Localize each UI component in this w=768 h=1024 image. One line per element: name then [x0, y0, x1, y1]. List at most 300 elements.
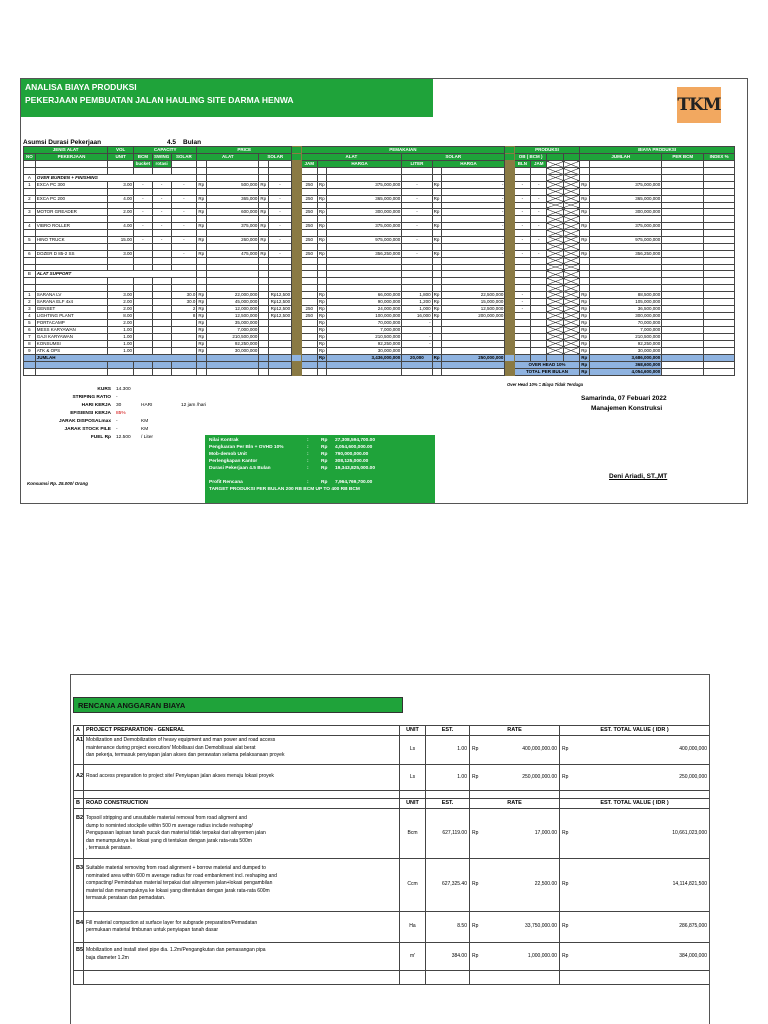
row-per-bcm: [662, 340, 704, 347]
table-cell: [317, 216, 326, 223]
table-cell: [152, 361, 171, 368]
row-name: GENSET: [35, 305, 108, 312]
table-cell: [259, 264, 268, 271]
table-cell: [259, 216, 268, 223]
item-description-line: dump to nominted stockpile within 500 m average radius include reshaping/: [86, 822, 253, 829]
table-cell: [197, 202, 206, 209]
summary-line: [209, 452, 431, 459]
table-cell: [317, 361, 326, 368]
parameter-value: 12.500: [116, 435, 131, 440]
table-cell: [327, 174, 402, 181]
row-rp: Rp: [317, 340, 326, 347]
row-jumlah: 88,500,000: [589, 291, 662, 298]
column-separator: [292, 347, 301, 354]
row-index: [704, 250, 735, 257]
table-cell: [35, 188, 108, 195]
item-unit: Bcm: [400, 809, 426, 859]
item-rate: 22,500.00: [482, 859, 560, 911]
column-separator: [505, 298, 514, 305]
table-cell: [704, 202, 735, 209]
row-rp: Rp: [317, 236, 326, 243]
row-rp: Rp: [317, 209, 326, 216]
item-description-line: Topsoil stripping and unsuitable material removal from road aligment and: [86, 815, 247, 822]
table-cell: [547, 347, 563, 354]
blank-row: [24, 243, 735, 250]
hdr-index: INDEX %: [704, 154, 735, 161]
row-alat-price: 7,000,000: [206, 326, 259, 333]
row-rp: Rp: [580, 333, 589, 340]
table-cell: [563, 230, 579, 237]
column-separator: [292, 257, 301, 264]
item-est: 627,119.00: [426, 809, 470, 859]
table-cell: [482, 971, 560, 985]
row-rp: [259, 319, 268, 326]
table-cell: [197, 271, 206, 278]
row-rp: Rp: [317, 333, 326, 340]
row-per-bcm: [662, 319, 704, 326]
table-cell: [531, 278, 547, 285]
row-prod-jam: [531, 298, 547, 305]
row-harga: 300,000,000: [327, 209, 402, 216]
table-cell: [580, 216, 589, 223]
parameter-label: FUEL Rp: [90, 435, 111, 440]
row-bln: -: [514, 195, 530, 202]
row-jumlah: 365,000,000: [589, 195, 662, 202]
row-name: VIBRO ROLLER: [35, 223, 108, 230]
row-harga: 92,250,000: [327, 340, 402, 347]
table-cell: [704, 174, 735, 181]
column-separator: [292, 291, 301, 298]
row-swing: [152, 291, 171, 298]
table-cell: [432, 264, 441, 271]
item-description: [84, 911, 400, 943]
table-cell: [268, 257, 291, 264]
row-rp: Rp: [259, 223, 268, 230]
item-code: B3: [74, 859, 84, 911]
item-rate: 33,750,000.00: [482, 911, 560, 943]
summary-value: 27,308,594,700.00: [335, 438, 376, 443]
table-cell: [662, 216, 704, 223]
budget-item-row: [74, 736, 710, 764]
row-vol: 2.00: [108, 305, 134, 312]
table-cell: [580, 188, 589, 195]
budget-plan-title: RENCANA ANGGARAN BIAYA: [73, 697, 403, 713]
table-cell: [134, 243, 153, 250]
table-cell: [152, 278, 171, 285]
table-cell: [317, 271, 326, 278]
table-cell: [197, 264, 206, 271]
row-solar-price: -: [268, 181, 291, 188]
row-rp: Rp: [197, 236, 206, 243]
table-cell: [432, 361, 441, 368]
table-cell: [197, 285, 206, 292]
row-vol: 15.00: [108, 236, 134, 243]
row-rp: Rp: [197, 319, 206, 326]
section-row: [24, 174, 735, 181]
row-swing: [152, 319, 171, 326]
item-rate-rp: Rp: [470, 943, 482, 971]
summary-sep: :: [307, 466, 309, 471]
row-rp: Rp: [197, 298, 206, 305]
blank-row: [24, 257, 735, 264]
row-solar-cap: [171, 326, 197, 333]
item-description-line: dan pekerja, termasuk penyiapan jalan akses dan perawatan selama pelaksanaan proyek: [86, 752, 285, 759]
equipment-row: [24, 223, 735, 230]
table-cell: [531, 285, 547, 292]
section-title: PROJECT PREPARATION - GENERAL: [84, 726, 400, 736]
table-cell: [206, 361, 259, 368]
table-cell: [514, 188, 530, 195]
row-bln: [514, 319, 530, 326]
table-cell: [206, 230, 259, 237]
table-cell: [482, 791, 560, 799]
table-cell: [206, 354, 259, 361]
table-cell: [580, 202, 589, 209]
item-description-line: Road access preparation to project site/ Penyiapan jalan akses menuju lokasi proyek: [86, 772, 274, 779]
table-cell: [197, 174, 206, 181]
summary-rp: Rp: [321, 452, 328, 457]
table-cell: [402, 188, 432, 195]
column-separator: [505, 243, 514, 250]
row-rp: Rp: [580, 291, 589, 298]
table-cell: [514, 271, 530, 278]
item-description-line: material dan menumpuknya ke lokasi yang ditentukan dengan jarak rata-rata 600m: [86, 887, 270, 894]
column-separator: [505, 285, 514, 292]
column-separator: [505, 326, 514, 333]
table-cell: [327, 278, 402, 285]
table-cell: [108, 168, 134, 175]
table-cell: [662, 368, 704, 375]
table-cell: [563, 291, 579, 298]
item-description-line: Mobilization and install steel pipe dia. 1.2m/Pengangkutan dan pemasangan pipa: [86, 947, 266, 954]
summary-line: [209, 480, 431, 487]
row-no: 4: [24, 223, 36, 230]
column-separator: [292, 181, 301, 188]
row-solar-price: Rp12,500: [268, 312, 291, 319]
table-cell: [317, 202, 326, 209]
overhead-row-value: 368,600,000: [589, 361, 662, 368]
row-no: 7: [24, 333, 36, 340]
item-description: [84, 943, 400, 971]
row-harga: 90,000,000: [327, 298, 402, 305]
section-title: OVER BURDEN + FINISHING: [35, 174, 197, 181]
table-cell: [547, 319, 563, 326]
col-rate: RATE: [470, 799, 560, 809]
row-index: [704, 181, 735, 188]
row-solar-price: Rp12,500: [268, 298, 291, 305]
row-prod-jam: [531, 340, 547, 347]
table-cell: [662, 202, 704, 209]
table-cell: [563, 326, 579, 333]
row-name: DOZER D 85-2 SS: [35, 250, 108, 257]
row-bcm: -: [134, 209, 153, 216]
row-jam: 250: [301, 209, 317, 216]
row-name: PORTACAMP: [35, 319, 108, 326]
row-jumlah: 375,000,000: [589, 223, 662, 230]
hdr-bucket: bucket: [134, 161, 153, 168]
row-jam: [301, 291, 317, 298]
table-cell: [268, 230, 291, 237]
table-cell: [197, 354, 206, 361]
table-cell: [134, 361, 153, 368]
row-index: [704, 236, 735, 243]
table-cell: [514, 354, 530, 361]
table-cell: [662, 361, 704, 368]
row-rp: Rp: [317, 291, 326, 298]
row-rp: Rp: [432, 291, 441, 298]
table-cell: [108, 368, 134, 375]
row-per-bcm: [662, 291, 704, 298]
table-cell: [24, 264, 36, 271]
table-cell: [327, 285, 402, 292]
table-cell: [563, 305, 579, 312]
column-separator: [505, 209, 514, 216]
row-harga: 975,000,000: [327, 236, 402, 243]
row-swing: -: [152, 223, 171, 230]
row-no: 1: [24, 181, 36, 188]
table-cell: [563, 243, 579, 250]
row-vol: 1.00: [108, 340, 134, 347]
table-cell: [259, 168, 268, 175]
row-solar-price: Rp12,500: [268, 305, 291, 312]
tkm-logo: TKM: [677, 87, 721, 123]
parameter-value: -: [116, 395, 118, 400]
row-alat-price: 365,000: [206, 195, 259, 202]
table-cell: [432, 168, 441, 175]
row-per-bcm: [662, 223, 704, 230]
row-rp: Rp: [259, 250, 268, 257]
blank-row: [24, 278, 735, 285]
col-unit: UNIT: [400, 799, 426, 809]
summary-label: Nilai Kontrak: [209, 438, 239, 443]
row-solar-cap: -: [171, 181, 197, 188]
row-rp: Rp: [317, 319, 326, 326]
table-cell: [662, 278, 704, 285]
total-label: JUMLAH: [35, 354, 197, 361]
row-jam: [301, 319, 317, 326]
row-per-bcm: [662, 181, 704, 188]
budget-table: [73, 725, 710, 985]
row-solar-harga: -: [442, 250, 505, 257]
table-cell: [402, 230, 432, 237]
item-total-rp: Rp: [560, 736, 580, 764]
table-cell: [35, 278, 108, 285]
row-vol: 4.00: [108, 195, 134, 202]
row-no: 6: [24, 326, 36, 333]
table-cell: [152, 243, 171, 250]
table-cell: [197, 361, 206, 368]
column-separator: [292, 298, 301, 305]
row-rp: Rp: [432, 236, 441, 243]
summary-line: [209, 473, 431, 480]
table-cell: [563, 298, 579, 305]
cost-analysis-sheet: [20, 78, 748, 504]
column-separator: [292, 354, 301, 361]
summary-label: Profit Rencana: [209, 480, 243, 485]
column-separator: [292, 188, 301, 195]
table-cell: [547, 264, 563, 271]
table-cell: [259, 271, 268, 278]
row-swing: [152, 305, 171, 312]
summary-value: 4,054,600,000.00: [335, 445, 373, 450]
row-index: [704, 333, 735, 340]
row-index: [704, 326, 735, 333]
summary-line: [209, 445, 431, 452]
assumption-label: Asumsi Durasi Pekerjaan: [23, 139, 102, 146]
row-solar-harga: [442, 333, 505, 340]
row-no: 9: [24, 347, 36, 354]
total-jumlah: 3,686,000,000: [589, 354, 662, 361]
row-rp: Rp: [197, 347, 206, 354]
total-rp: Rp: [433, 354, 440, 360]
table-cell: [432, 368, 441, 375]
hdr-liter: LITER: [402, 161, 432, 168]
row-no: 5: [24, 319, 36, 326]
table-cell: [259, 202, 268, 209]
row-per-bcm: [662, 347, 704, 354]
row-prod-jam: -: [531, 250, 547, 257]
row-rp: Rp: [197, 340, 206, 347]
row-rp: [259, 312, 268, 319]
table-cell: [108, 278, 134, 285]
table-cell: [580, 264, 589, 271]
row-rp: Rp: [197, 305, 206, 312]
table-cell: [402, 264, 432, 271]
table-cell: [547, 340, 563, 347]
column-separator: [505, 264, 514, 271]
row-liter: 16,000: [402, 312, 432, 319]
parameter-value: -: [116, 427, 118, 432]
row-alat-price: 260,000: [206, 236, 259, 243]
table-cell: [301, 188, 317, 195]
row-solar-price: [268, 340, 291, 347]
section-title: ROAD CONSTRUCTION: [84, 799, 400, 809]
row-vol: 1.00: [108, 333, 134, 340]
table-cell: [171, 216, 197, 223]
row-no: 2: [24, 195, 36, 202]
row-swing: [152, 333, 171, 340]
table-cell: [259, 361, 268, 368]
table-cell: [547, 181, 563, 188]
column-separator: [505, 319, 514, 326]
row-alat-price: 30,000,000: [206, 347, 259, 354]
table-cell: [327, 368, 402, 375]
row-index: [704, 298, 735, 305]
table-cell: [134, 257, 153, 264]
table-cell: [268, 285, 291, 292]
table-cell: [402, 368, 432, 375]
item-est: 8.50: [426, 911, 470, 943]
parameter-label: KURS: [97, 387, 111, 392]
total-solar-harga: 250,000,000: [442, 354, 505, 361]
row-rp: Rp: [432, 223, 441, 230]
summary-rp: Rp: [321, 438, 328, 443]
col-unit: UNIT: [400, 726, 426, 736]
table-cell: [563, 195, 579, 202]
table-cell: [580, 791, 710, 799]
table-cell: [662, 243, 704, 250]
summary-line: [209, 438, 431, 445]
table-cell: [547, 271, 563, 278]
row-name: GAJI KARYAWAN: [35, 333, 108, 340]
table-cell: [152, 285, 171, 292]
row-harga: 356,250,000: [327, 250, 402, 257]
parameter-label: HARI KERJA: [81, 403, 111, 408]
row-jam: [301, 340, 317, 347]
table-cell: [402, 174, 432, 181]
column-separator: [292, 278, 301, 285]
item-description-line: termasuk perataan dan pemadatan.: [86, 895, 166, 902]
production-target: TARGET PRODUKSI PER BULAN 200 RB BCM UP TO 400 RB BCM: [209, 487, 360, 492]
parameter-label: JARAK DISPOSALmax: [59, 419, 111, 424]
table-cell: [563, 250, 579, 257]
parameter-label: JARAK STOCK PILE: [64, 427, 111, 432]
row-rp: Rp: [432, 209, 441, 216]
row-solar-harga: -: [442, 209, 505, 216]
item-code: B2: [74, 809, 84, 859]
table-cell: [547, 354, 563, 361]
row-harga: 375,000,000: [327, 223, 402, 230]
row-harga: 7,000,000: [327, 326, 402, 333]
table-cell: [704, 168, 735, 175]
column-separator: [292, 195, 301, 202]
summary-label: Perlengkapan Kantor: [209, 459, 258, 464]
row-solar-price: -: [268, 209, 291, 216]
table-cell: [470, 791, 482, 799]
item-total: 14,114,821,500: [580, 859, 710, 911]
row-jumlah: 975,000,000: [589, 236, 662, 243]
item-unit: Ccm: [400, 859, 426, 911]
row-jam: 250: [301, 312, 317, 319]
item-total-rp: Rp: [560, 809, 580, 859]
table-cell: [108, 202, 134, 209]
row-bln: -: [514, 250, 530, 257]
row-rp: [432, 326, 441, 333]
row-name: HINO TRUCK: [35, 236, 108, 243]
row-rp: [259, 347, 268, 354]
parameter-label: STRIPING RATIO: [72, 395, 111, 400]
row-rp: Rp: [580, 298, 589, 305]
item-rate: 1,000,000.00: [482, 943, 560, 971]
table-cell: [531, 257, 547, 264]
table-cell: [268, 271, 291, 278]
row-bcm: [134, 340, 153, 347]
blank-row: [24, 188, 735, 195]
table-cell: [108, 285, 134, 292]
table-cell: [317, 230, 326, 237]
table-cell: [563, 285, 579, 292]
table-cell: [563, 257, 579, 264]
row-no: 8: [24, 340, 36, 347]
table-cell: [152, 230, 171, 237]
hdr-pekerjaan: PEKERJAAN: [35, 154, 108, 161]
table-cell: [514, 202, 530, 209]
row-solar-price: -: [268, 250, 291, 257]
summary-sep: :: [307, 459, 309, 464]
row-alat-price: 12,500,000: [206, 312, 259, 319]
row-bln: -: [514, 209, 530, 216]
item-rate-rp: Rp: [470, 736, 482, 764]
table-cell: [563, 319, 579, 326]
table-cell: [259, 285, 268, 292]
table-cell: [563, 216, 579, 223]
row-prod-jam: [531, 291, 547, 298]
table-cell: [400, 791, 426, 799]
row-solar-cap: [171, 333, 197, 340]
equipment-row: [24, 312, 735, 319]
hdr-solar-use: SOLAR: [402, 154, 505, 161]
table-cell: [317, 243, 326, 250]
